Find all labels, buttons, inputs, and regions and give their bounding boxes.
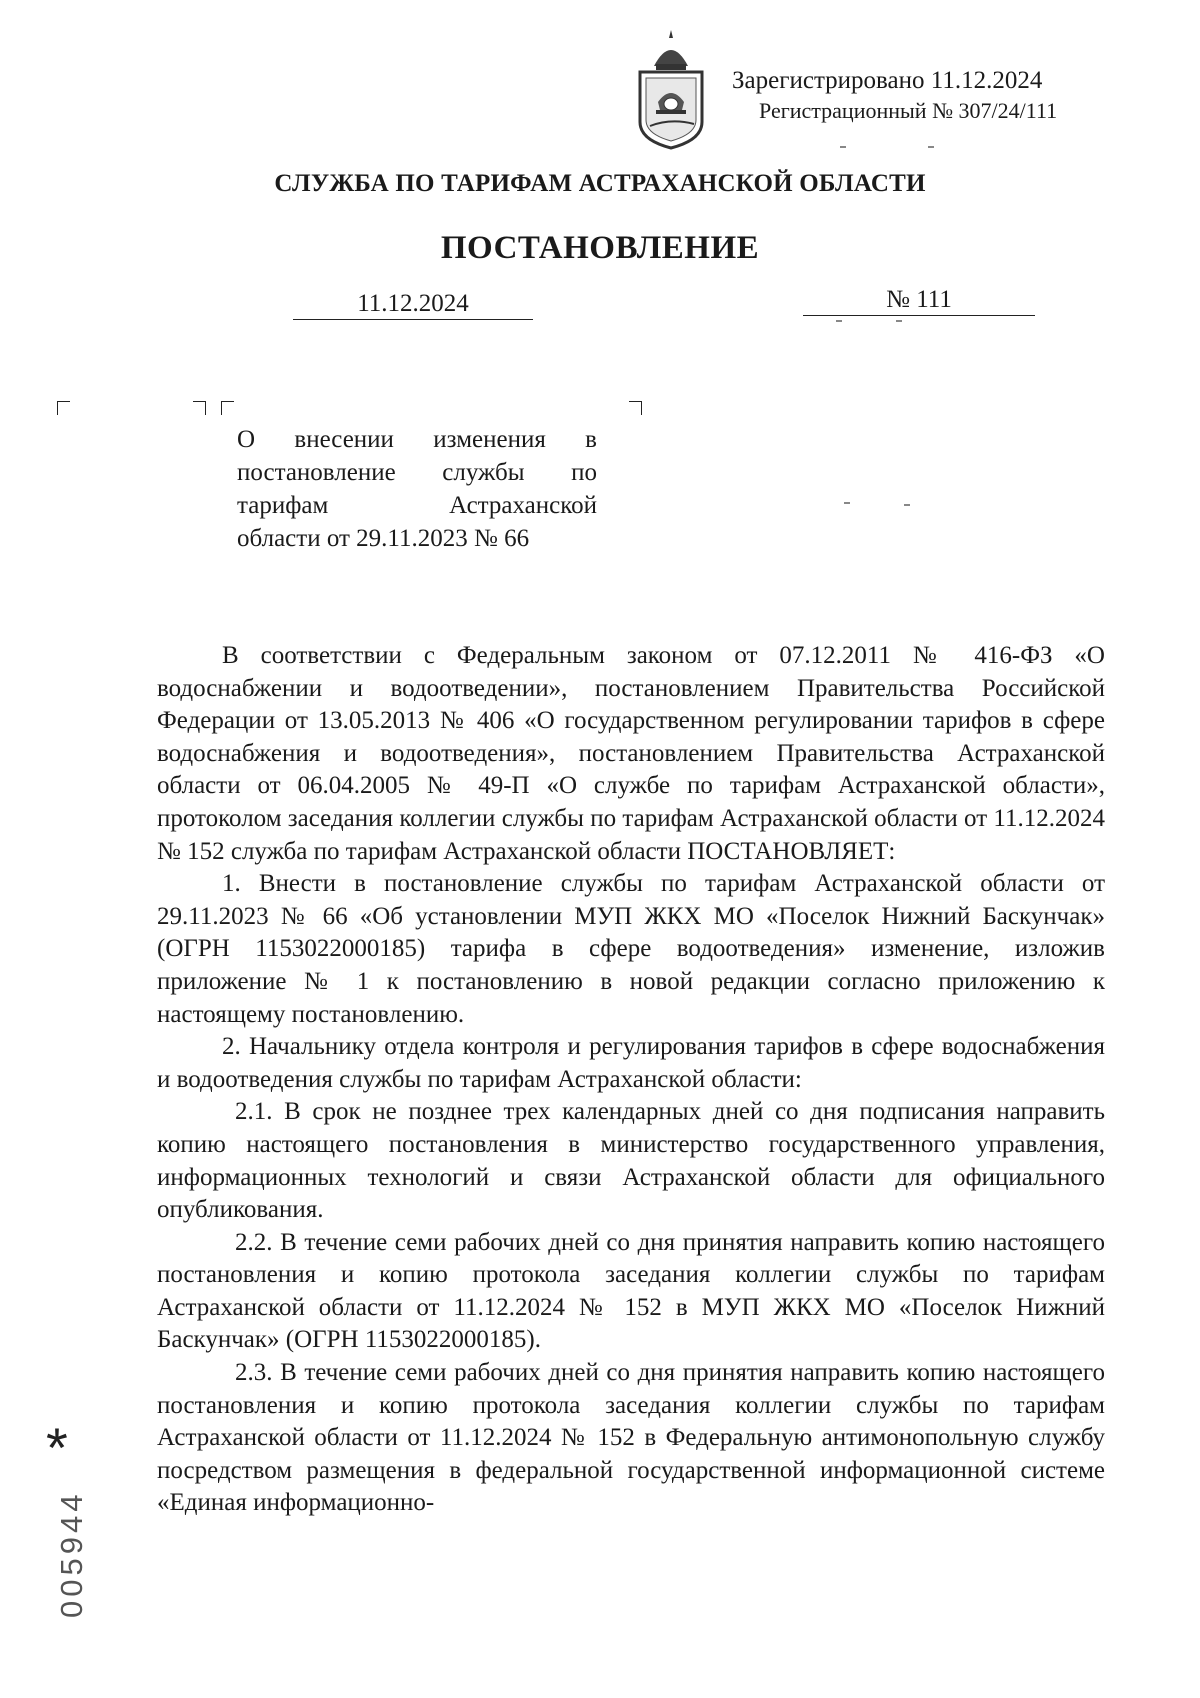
subject-line: О внесении изменения в: [237, 426, 597, 453]
scan-speck: [904, 504, 910, 506]
registration-date: Зарегистрировано 11.12.2024: [732, 67, 1043, 94]
scan-speck: [844, 502, 850, 504]
document-subject: [237, 423, 597, 555]
document-body: [157, 640, 1105, 1520]
scan-speck: [896, 320, 902, 322]
subject-line: тарифам Астраханской: [237, 492, 597, 519]
bracket-corner: [57, 401, 70, 415]
organization-name: СЛУЖБА ПО ТАРИФАМ АСТРАХАНСКОЙ ОБЛАСТИ: [274, 170, 926, 197]
subject-line: постановление службы по: [237, 459, 597, 486]
subject-line: области от 29.11.2023 № 66: [237, 525, 530, 552]
document-type-title: ПОСТАНОВЛЕНИЕ: [440, 230, 760, 266]
clause-2-2: 2.2. В течение семи рабочих дней со дня принятия направить копию настоящего постановления и копию протокола заседания коллегии службы по тарифам Астраханской области от 11.12.2024 № 152 в МУП ЖКХ МО «Поселок Нижний Баскунчак» (ОГРН 1153022000185).: [157, 1228, 1105, 1354]
scan-speck: [836, 320, 842, 322]
margin-asterisk: *: [46, 1416, 68, 1479]
bracket-corner: [221, 401, 234, 415]
registration-number: Регистрационный № 307/24/111: [759, 98, 1058, 123]
coat-of-arms-emblem: [632, 26, 710, 152]
scan-speck: [840, 146, 846, 148]
clause-1: 1. Внести в постановление службы по тарифам Астраханской области от 29.11.2023 № 66 «Об установлении МУП ЖКХ МО «Поселок Нижний Баскунчак» (ОГРН 1153022000185) тарифа в сфере водоотведения» изменение, изложив приложение № 1 к постановлению в новой редакции согласно приложению к настоящему постановлению.: [157, 870, 1105, 1028]
bracket-corner: [629, 401, 642, 415]
document-date: 11.12.2024: [293, 289, 533, 320]
clause-2: 2. Начальнику отдела контроля и регулирования тарифов в сфере водоснабжения и водоотведения службы по тарифам Астраханской области:: [157, 1033, 1105, 1093]
clause-2-1: 2.1. В срок не позднее трех календарных дней со дня подписания направить копию настоящего постановления в министерство государственного управления, информационных технологий и связи Астраханской области для официального опубликования.: [157, 1098, 1105, 1224]
preamble-paragraph: В соответствии с Федеральным законом от 07.12.2011 № 416-ФЗ «О водоснабжении и водоотведении», постановлением Правительства Российской Федерации от 13.05.2013 № 406 «О государственном регулировании тарифов в сфере водоснабжения и водоотведения», постановлением Правительства Астраханской области от 06.04.2005 № 49-П «О службе по тарифам Астраханской области», протоколом заседания коллегии службы по тарифам Астраханской области от 11.12.2024 № 152 служба по тарифам Астраханской области ПОСТАНОВЛЯЕТ:: [157, 642, 1105, 865]
registration-stamp: [732, 66, 1057, 126]
scan-speck: [928, 146, 934, 148]
clause-2-3: 2.3. В течение семи рабочих дней со дня принятия направить копию настоящего постановления и копию протокола заседания коллегии службы по тарифам Астраханской области от 11.12.2024 № 152 в Федеральную антимонопольную службу посредством размещения в федеральной государственной информационной системе «Единая информационно-: [157, 1359, 1105, 1517]
document-number: № 111: [803, 285, 1035, 316]
bracket-corner: [193, 401, 206, 415]
margin-stamp-number: 005944: [54, 1490, 89, 1618]
margin-stamp: [52, 1490, 108, 1640]
